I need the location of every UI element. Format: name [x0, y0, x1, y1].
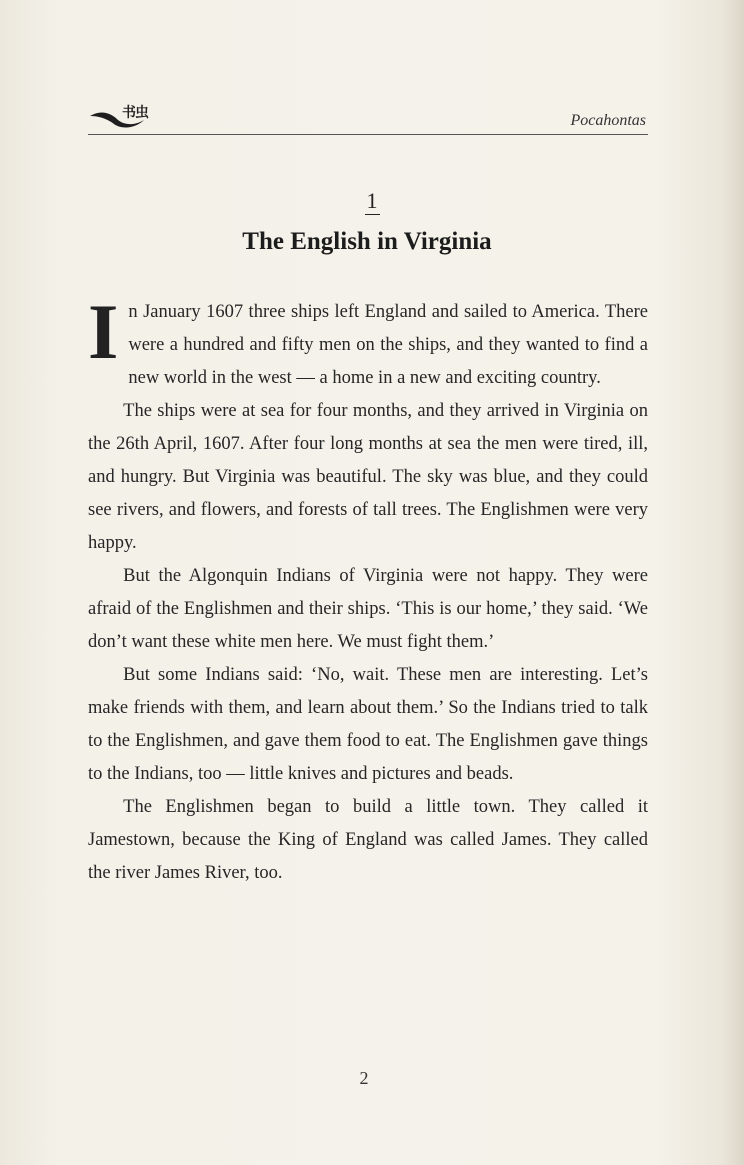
page-header — [88, 98, 648, 138]
drop-cap: I — [88, 288, 119, 375]
running-title: Pocahontas — [570, 112, 646, 129]
chapter-number-text: 1 — [366, 188, 378, 213]
chapter-body — [88, 288, 648, 890]
series-logo — [88, 102, 162, 132]
header-divider — [88, 134, 648, 135]
chapter-title: The English in Virginia — [242, 228, 492, 255]
paragraph-3: But the Algonquin Indians of Virginia were not happy. They were afraid of the Englishmen and their ships. ‘This is our home,’ they said. ‘We don’t want these white men here. We must fight them.’ — [88, 566, 648, 652]
paragraph-5: The Englishmen began to build a little town. They called it Jamestown, because the King of England was called James. They called the river James River, too. — [88, 797, 648, 883]
page-number: 2 — [359, 1068, 369, 1088]
paragraph-4: But some Indians said: ‘No, wait. These men are interesting. Let’s make friends with them, and learn about them.’ So the Indians tried to talk to the Englishmen, and gave them food to eat. The Englishmen gave things to the Indians, too — little knives and pictures and beads. — [88, 665, 648, 784]
paragraph-2: The ships were at sea for four months, and they arrived in Virginia on the 26th April, 1607. After four long months at sea the men were tired, ill, and hungry. But Virginia was beautiful. The sky was blue, and they could see rivers, and flowers, and forests of tall trees. The Englishmen were very happy. — [88, 401, 648, 553]
chapter-number — [0, 188, 744, 215]
logo-text: 书虫 — [122, 105, 148, 121]
paragraph-1 — [88, 288, 648, 395]
paragraph-1-text: n January 1607 three ships left England and sailed to America. There were a hundred and fifty men on the ships, and they wanted to find a new world in the west — a home in a new and exciting country. — [128, 302, 648, 388]
